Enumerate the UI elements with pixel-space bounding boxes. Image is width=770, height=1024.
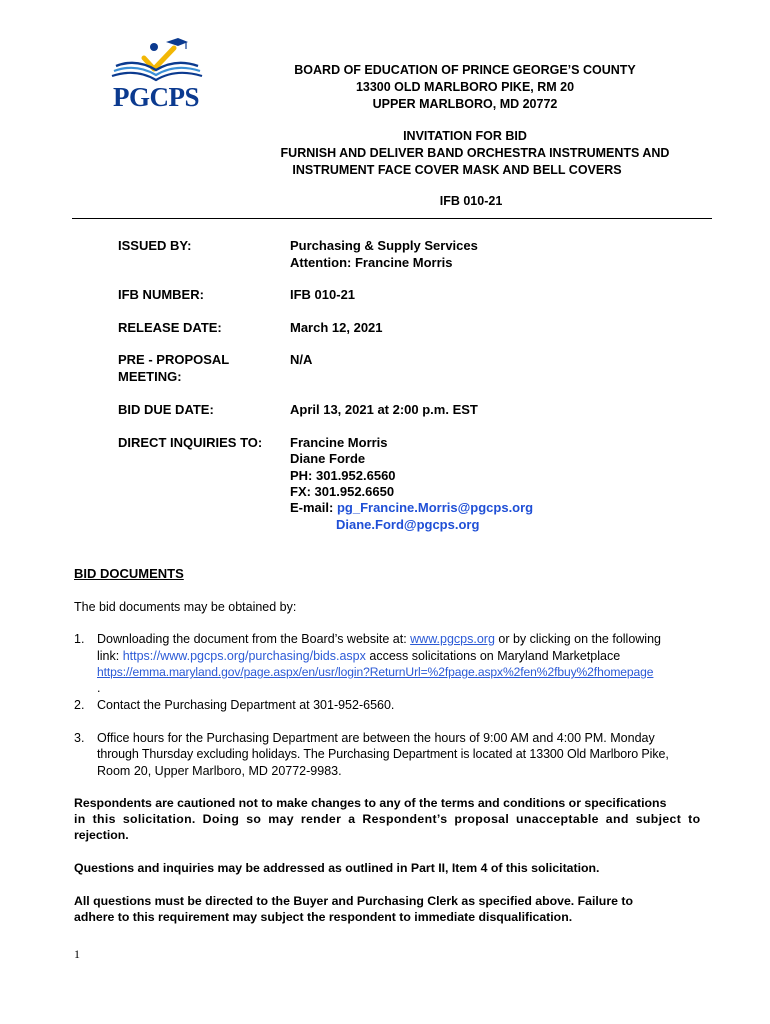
contact-phone: PH: 301.952.6560	[290, 468, 396, 483]
bid-documents-heading: BID DOCUMENTS	[74, 566, 184, 581]
bids-page-link[interactable]: https://www.pgcps.org/purchasing/bids.aspx	[122, 649, 366, 663]
pgcps-website-link[interactable]: www.pgcps.org	[410, 632, 495, 646]
issued-by-value: Purchasing & Supply Services	[290, 238, 478, 253]
board-city: UPPER MARLBORO, MD 20772	[372, 97, 558, 111]
bid-documents-intro: The bid documents may be obtained by:	[74, 600, 297, 614]
board-name: BOARD OF EDUCATION OF PRINCE GEORGE’S COUNTY	[294, 63, 636, 77]
list-item-2: Contact the Purchasing Department at 301-952-6560.	[97, 698, 395, 712]
emma-maryland-link[interactable]: https://emma.maryland.gov/page.aspx/en/usr/login?ReturnUrl=%2fpage.aspx%2fen%2fbuy%2fhomepage	[97, 665, 654, 679]
caution-line1: Respondents are cautioned not to make changes to any of the terms and conditions or specifications	[74, 796, 667, 810]
contact-name-1: Francine Morris	[290, 435, 388, 450]
page-number: 1	[74, 947, 80, 961]
issued-by-attention: Attention: Francine Morris	[290, 255, 453, 270]
preproposal-value: N/A	[290, 352, 313, 367]
doc-title-line1: FURNISH AND DELIVER BAND ORCHESTRA INSTRUMENTS AND	[280, 146, 670, 160]
preproposal-label: PRE - PROPOSAL	[118, 352, 230, 367]
inquiries-label: DIRECT INQUIRIES TO:	[118, 435, 263, 450]
board-address: 13300 OLD MARLBORO PIKE, RM 20	[355, 80, 575, 94]
caution-line3: rejection.	[74, 828, 129, 842]
list-item-3-line1: Office hours for the Purchasing Department are between the hours of 9:00 AM and 4:00 PM. Monday	[97, 731, 655, 745]
bid-due-value: April 13, 2021 at 2:00 p.m. EST	[290, 402, 478, 417]
list-number-2: 2.	[74, 698, 85, 712]
release-date-value: March 12, 2021	[290, 320, 383, 335]
caution-line2: in this solicitation. Doing so may render a Respondent’s proposal unacceptable and subject to	[74, 812, 701, 826]
list-item-1-line1: Downloading the document from the Board’s website at: www.pgcps.org or by clicking on the following	[97, 632, 661, 646]
list-item-1-end: .	[97, 681, 101, 695]
directed-line1: All questions must be directed to the Buyer and Purchasing Clerk as specified above. Failure to	[74, 894, 633, 908]
email-label: E-mail:	[290, 500, 337, 515]
ifb-number-heading: IFB 010-21	[439, 194, 503, 208]
email-link-1[interactable]: pg_Francine.Morris@pgcps.org	[336, 500, 534, 515]
contact-fax: FX: 301.952.6650	[290, 484, 395, 499]
directed-line2: adhere to this requirement may subject the respondent to immediate disqualification.	[74, 910, 573, 924]
list-number-1: 1.	[74, 632, 85, 646]
logo-wordmark: PGCPS	[112, 82, 199, 112]
bid-due-label: BID DUE DATE:	[118, 402, 214, 417]
preproposal-label-cont: MEETING:	[118, 369, 182, 384]
list-number-3: 3.	[74, 731, 85, 745]
release-date-label: RELEASE DATE:	[118, 320, 222, 335]
list-item-3-line3: Room 20, Upper Marlboro, MD 20772-9983.	[97, 764, 342, 778]
pgcps-logo	[108, 36, 208, 112]
email-link-2[interactable]: Diane.Ford@pgcps.org	[336, 517, 480, 532]
ifb-number-label: IFB NUMBER:	[118, 287, 204, 302]
contact-email-line	[290, 500, 533, 517]
list-item-3-line2: through Thursday excluding holidays. The Purchasing Department is located at 13300 Old Marlboro Pike,	[97, 747, 669, 761]
doc-title-line2: INSTRUMENT FACE COVER MASK AND BELL COVERS	[292, 163, 622, 177]
ifb-number-value: IFB 010-21	[290, 287, 356, 302]
header-divider	[72, 218, 712, 219]
contact-name-2: Diane Forde	[290, 451, 366, 466]
graduation-book-icon	[108, 36, 208, 84]
issued-by-label: ISSUED BY:	[118, 238, 192, 253]
doc-type: INVITATION FOR BID	[403, 129, 527, 143]
questions-notice: Questions and inquiries may be addressed as outlined in Part II, Item 4 of this solicitation.	[74, 861, 600, 875]
list-item-1-line2: link: https://www.pgcps.org/purchasing/bids.aspx access solicitations on Maryland Marketplace	[97, 649, 621, 663]
